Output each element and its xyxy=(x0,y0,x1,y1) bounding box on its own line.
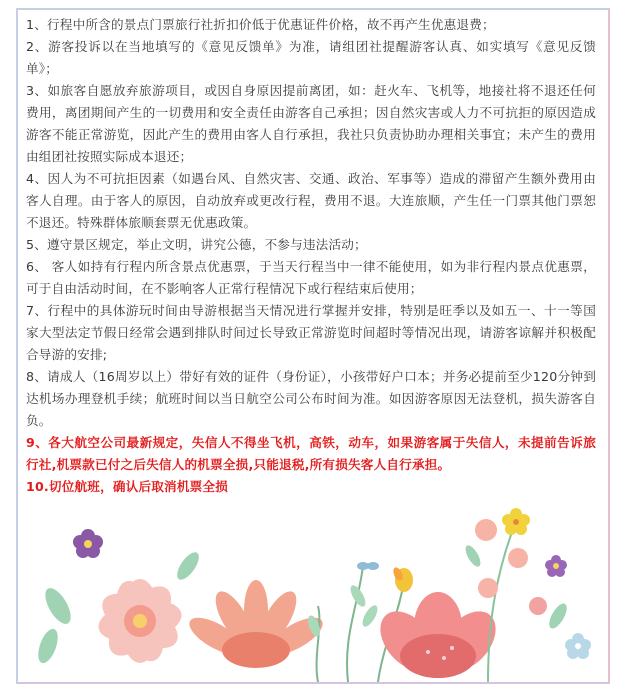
term-item-7: 7、行程中的具体游玩时间由导游根据当天情况进行掌握并安排，特别是旺季以及如五一、十一等国家大型法定节假日经常会遇到排队时间过长导致正常游览时间超时等情况出现，请游客谅解并积极配合导游的安排; xyxy=(26,303,596,362)
term-item-9-warning: 9、各大航空公司最新规定，失信人不得坐飞机，高铁，动车，如果游客属于失信人，未提前告诉旅行社,机票款已付之后失信人的机票全损,只能退税,所有损失客人自行承担。 xyxy=(26,435,596,472)
term-item-3: 3、如旅客自愿放弃旅游项目，或因自身原因提前离团，如：赶火车、飞机等，地接社将不退还任何费用，离团期间产生的一切费用和安全责任由游客自己承担；因自然灾害或人力不可抗拒的原因造成游客不能正常游览，因此产生的费用由客人自行承担，我社只负责协助办理相关事宜；未产生的费用由组团社按照实际成本退还； xyxy=(26,83,596,164)
term-item-5: 5、遵守景区规定，举止文明，讲究公德，不参与违法活动； xyxy=(26,237,367,252)
notice-frame xyxy=(16,8,610,684)
term-item-10-warning: 10.切位航班，确认后取消机票全损 xyxy=(26,479,229,494)
terms-list xyxy=(26,14,596,498)
term-item-4: 4、因人为不可抗拒因素（如遇台风、自然灾害、交通、政治、军事等）造成的滞留产生额外费用由客人自理。由于客人的原因，自动放弃或更改行程，费用不退。大连旅顺，产生任一门票其他门票恕不退还。特殊群体旅顺套票无优惠政策。 xyxy=(26,171,596,230)
term-item-8: 8、请成人（16周岁以上）带好有效的证件（身份证），小孩带好户口本；并务必提前至少120分钟到达机场办理登机手续；航班时间以当日航空公司公布时间为准。如因游客原因无法登机，损失游客自负。 xyxy=(26,369,596,428)
yellow-flower-bud-icon xyxy=(391,566,413,592)
pink-flower-left-icon xyxy=(94,575,187,668)
small-leaves-icon xyxy=(306,583,381,638)
butterfly-icon xyxy=(357,562,379,570)
blue-flower-icon xyxy=(565,633,591,659)
term-item-6: 6、 客人如持有行程内所含景点优惠票，于当天行程当中一律不能使用，如为非行程内景点优惠票，可于自由活动时间，在不影响客人正常行程情况下或行程结束后使用； xyxy=(26,259,596,296)
fan-flower-icon xyxy=(184,580,328,668)
floral-decoration xyxy=(18,496,608,682)
red-flower-right-icon xyxy=(369,592,506,681)
term-item-2: 2、游客投诉以在当地填写的《意见反馈单》为准，请组团社提醒游客认真、如实填写《意见反馈单》； xyxy=(26,39,596,76)
yellow-flower-icon xyxy=(502,508,530,535)
purple-flower-icon xyxy=(73,529,103,558)
term-item-1: 1、行程中所含的景点门票旅行社折扣价低于优惠证件价格，故不再产生优惠退费； xyxy=(26,17,495,32)
purple-flower-right-icon xyxy=(545,555,567,577)
pink-buds-right-icon xyxy=(475,516,547,682)
